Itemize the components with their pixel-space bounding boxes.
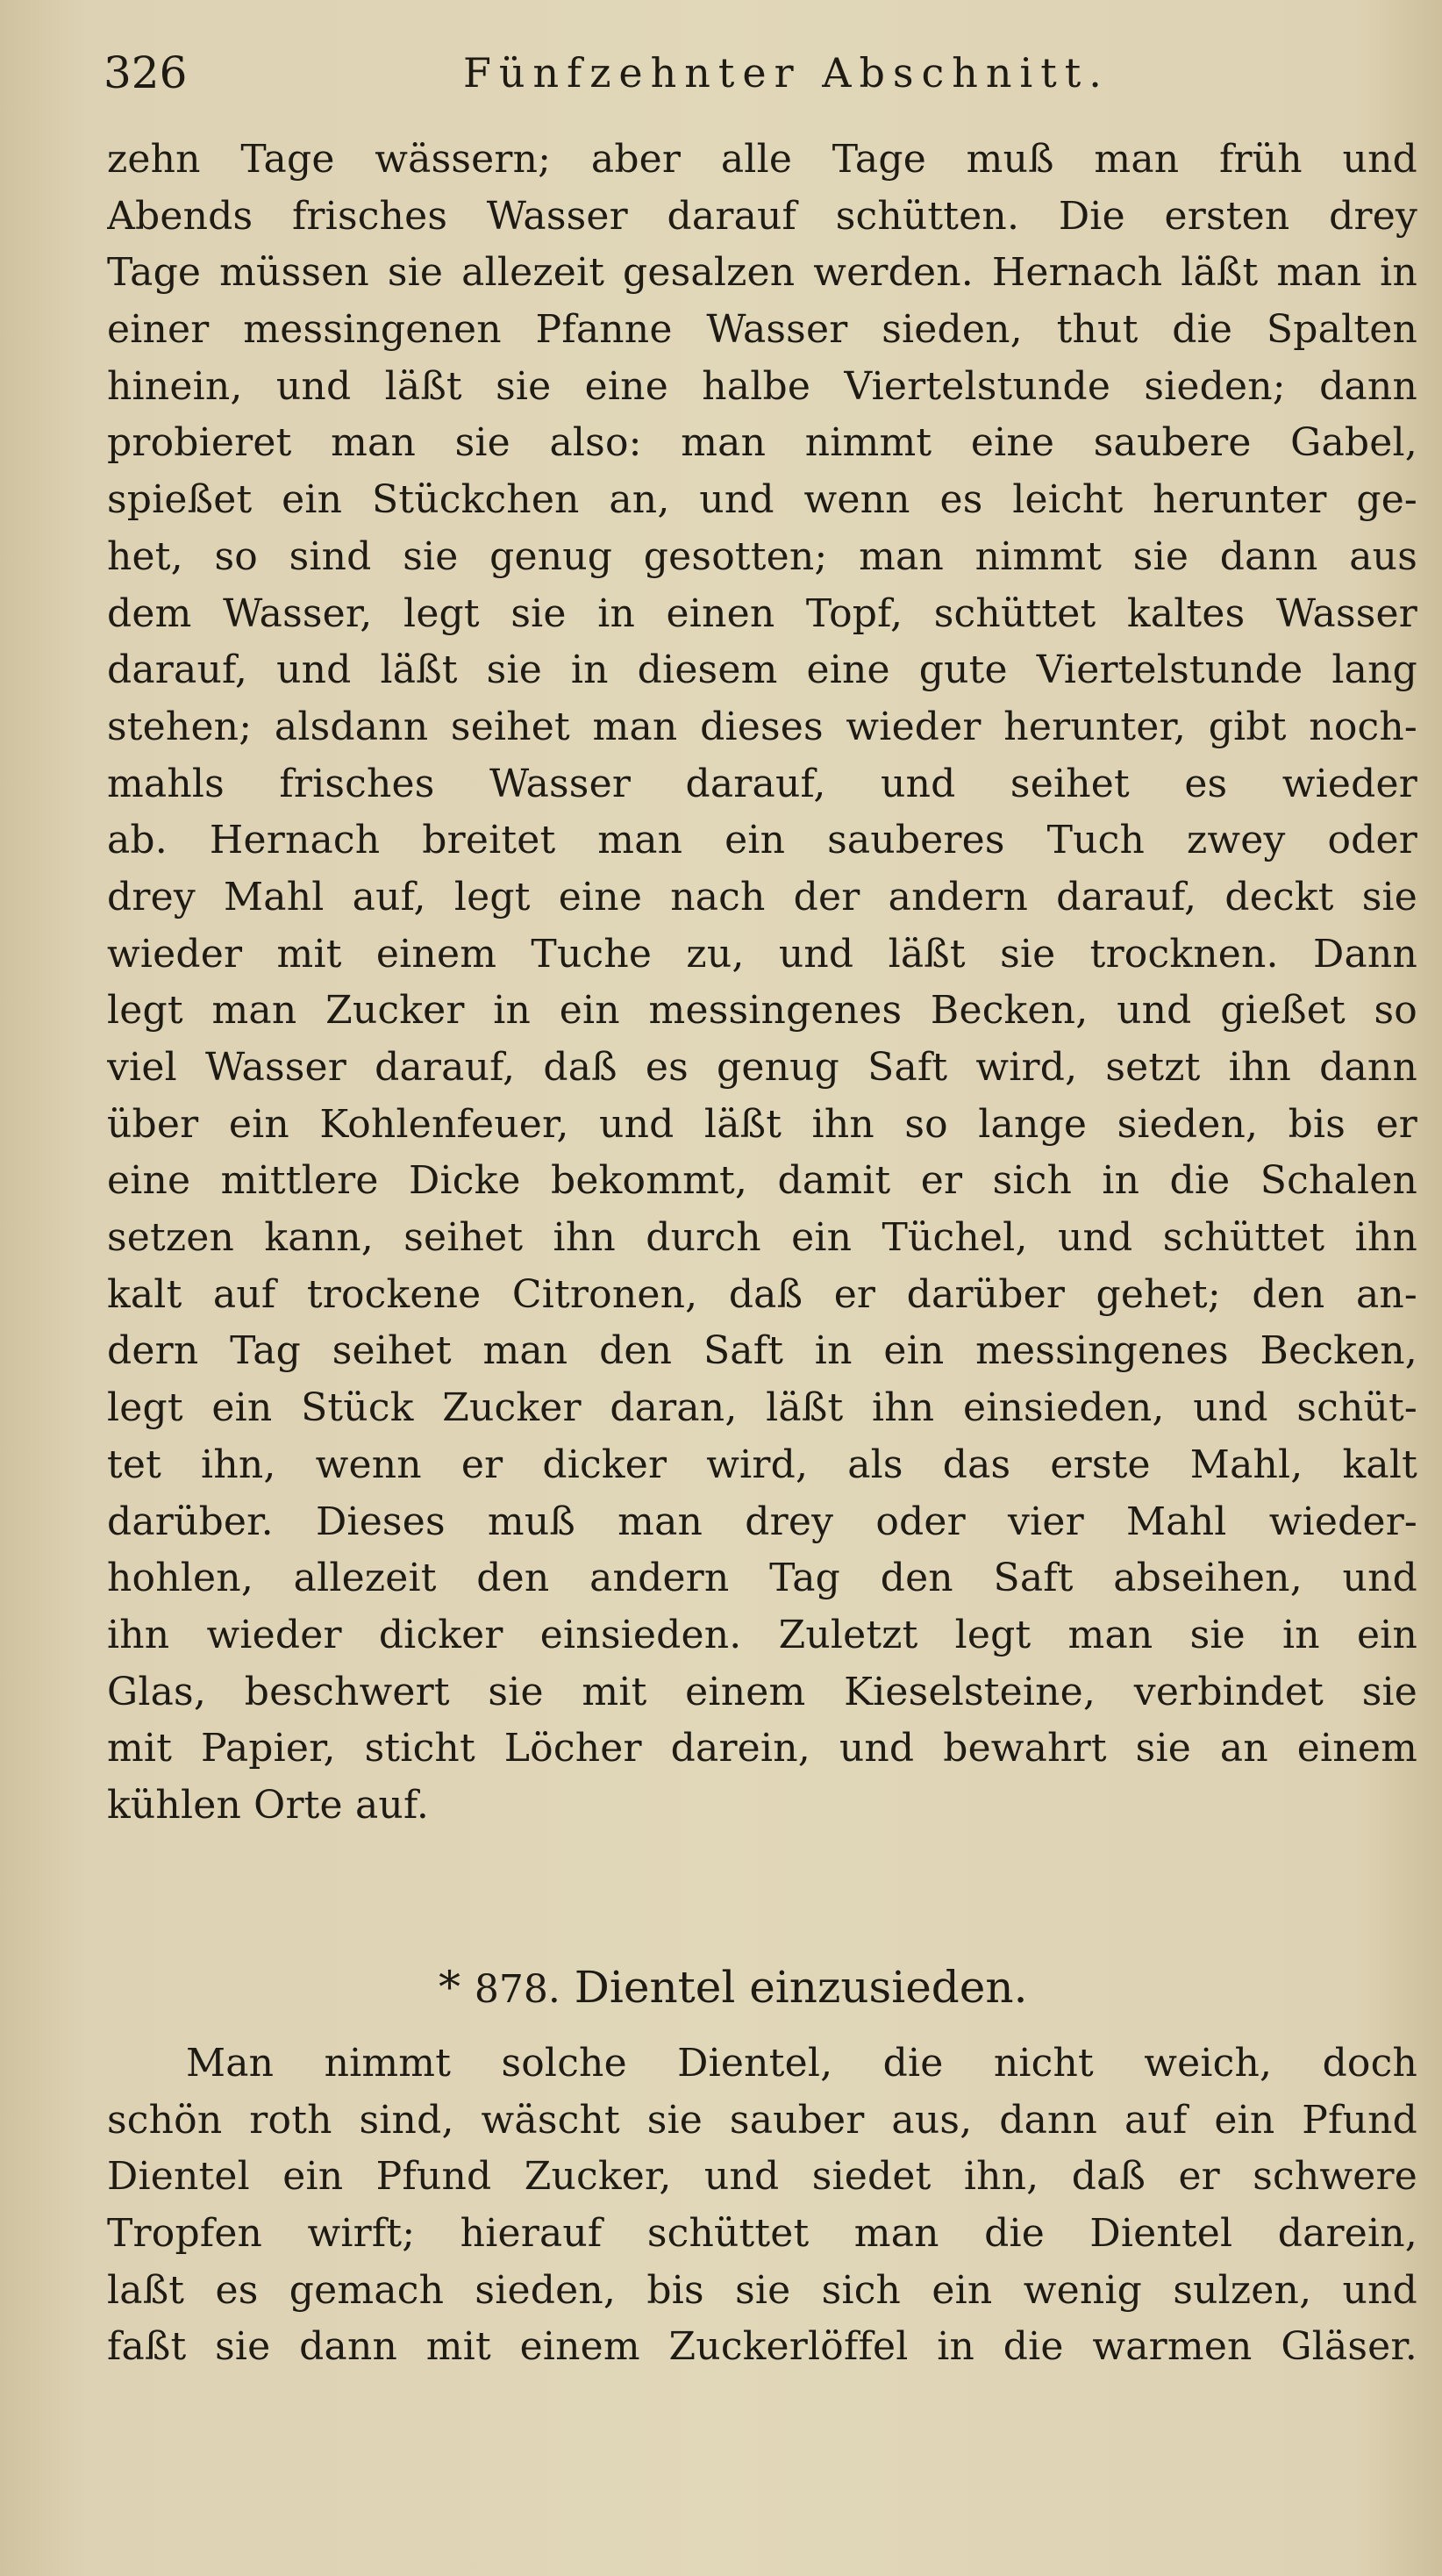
text-line: über ein Kohlenfeuer, und läßt ihn so lange sieden, bis er	[107, 1101, 1417, 1147]
text-line: Tropfen wirft; hierauf schüttet man die Dientel darein,	[107, 2211, 1417, 2257]
running-head	[104, 42, 1410, 104]
recipe-marker: *	[439, 1962, 460, 2013]
text-line: Abends frisches Wasser darauf schütten. Die ersten drey	[107, 193, 1417, 239]
recipe-heading	[439, 1952, 1027, 2022]
text-line: kalt auf trockene Citronen, daß er darüber gehet; den an-	[107, 1271, 1417, 1317]
recipe-paragraph	[107, 2036, 1417, 2376]
recipe-number: 878.	[474, 1967, 560, 2012]
text-line: zehn Tage wässern; aber alle Tage muß man früh und	[107, 137, 1417, 182]
text-line: legt man Zucker in ein messingenes Becken, und gießet so	[107, 988, 1417, 1034]
text-line: legt ein Stück Zucker daran, läßt ihn einsieden, und schüt-	[107, 1385, 1417, 1431]
text-line: Tage müssen sie allezeit gesalzen werden. Hernach läßt man in	[107, 250, 1417, 296]
text-line: schön roth sind, wäscht sie sauber aus, dann auf ein Pfund	[107, 2097, 1417, 2143]
text-line: stehen; alsdann seihet man dieses wieder herunter, gibt noch-	[107, 704, 1417, 749]
text-line: dem Wasser, legt sie in einen Topf, schüttet kaltes Wasser	[107, 590, 1417, 636]
text-line: eine mittlere Dicke bekommt, damit er sich in die Schalen	[107, 1158, 1417, 1204]
text-line: probieret man sie also: man nimmt eine saubere Gabel,	[107, 420, 1417, 466]
text-line: darauf, und läßt sie in diesem eine gute Viertelstunde lang	[107, 648, 1417, 693]
text-line: setzen kann, seihet ihn durch ein Tüchel, und schüttet ihn	[107, 1215, 1417, 1261]
text-line: ab. Hernach breitet man ein sauberes Tuch zwey oder	[107, 818, 1417, 863]
recipe-title: Dientel einzusieden.	[574, 1962, 1028, 2013]
text-line: Man nimmt solche Dientel, die nicht weich, doch	[186, 2041, 1417, 2086]
text-line: het, so sind sie genug gesotten; man nimmt sie dann aus	[107, 533, 1417, 579]
text-line: mit Papier, sticht Löcher darein, und bewahrt sie an einem	[107, 1726, 1417, 1771]
text-line: Glas, beschwert sie mit einem Kieselsteine, verbindet sie	[107, 1669, 1417, 1714]
text-line: laßt es gemach sieden, bis sie sich ein wenig sulzen, und	[107, 2267, 1417, 2313]
text-line: ihn wieder dicker einsieden. Zuletzt legt man sie in ein	[107, 1612, 1417, 1657]
text-line: darüber. Dieses muß man drey oder vier Mahl wieder-	[107, 1499, 1417, 1544]
page-number: 326	[104, 47, 188, 98]
text-line: kühlen Orte auf.	[107, 1782, 430, 1828]
text-line: hinein, und läßt sie eine halbe Viertelstunde sieden; dann	[107, 363, 1417, 409]
text-line: tet ihn, wenn er dicker wird, als das erste Mahl, kalt	[107, 1442, 1417, 1487]
text-line: dern Tag seihet man den Saft in ein messingenes Becken,	[107, 1328, 1417, 1374]
text-line: einer messingenen Pfanne Wasser sieden, thut die Spalten	[107, 307, 1417, 353]
text-line: faßt sie dann mit einem Zuckerlöffel in die warmen Gläser.	[107, 2324, 1417, 2370]
section-title: Fünfzehnter Abschnitt.	[463, 49, 1110, 97]
text-line: drey Mahl auf, legt eine nach der andern darauf, deckt sie	[107, 874, 1417, 919]
text-line: wieder mit einem Tuche zu, und läßt sie trocknen. Dann	[107, 931, 1417, 977]
paragraph-continued	[107, 132, 1417, 1835]
text-line: spießet ein Stückchen an, und wenn es leicht herunter ge-	[107, 477, 1417, 523]
text-line: mahls frisches Wasser darauf, und seihet es wieder	[107, 761, 1417, 806]
text-line: Dientel ein Pfund Zucker, und siedet ihn, daß er schwere	[107, 2154, 1417, 2200]
text-line: viel Wasser darauf, daß es genug Saft wird, setzt ihn dann	[107, 1045, 1417, 1090]
text-line: hohlen, allezeit den andern Tag den Saft abseihen, und	[107, 1556, 1417, 1601]
